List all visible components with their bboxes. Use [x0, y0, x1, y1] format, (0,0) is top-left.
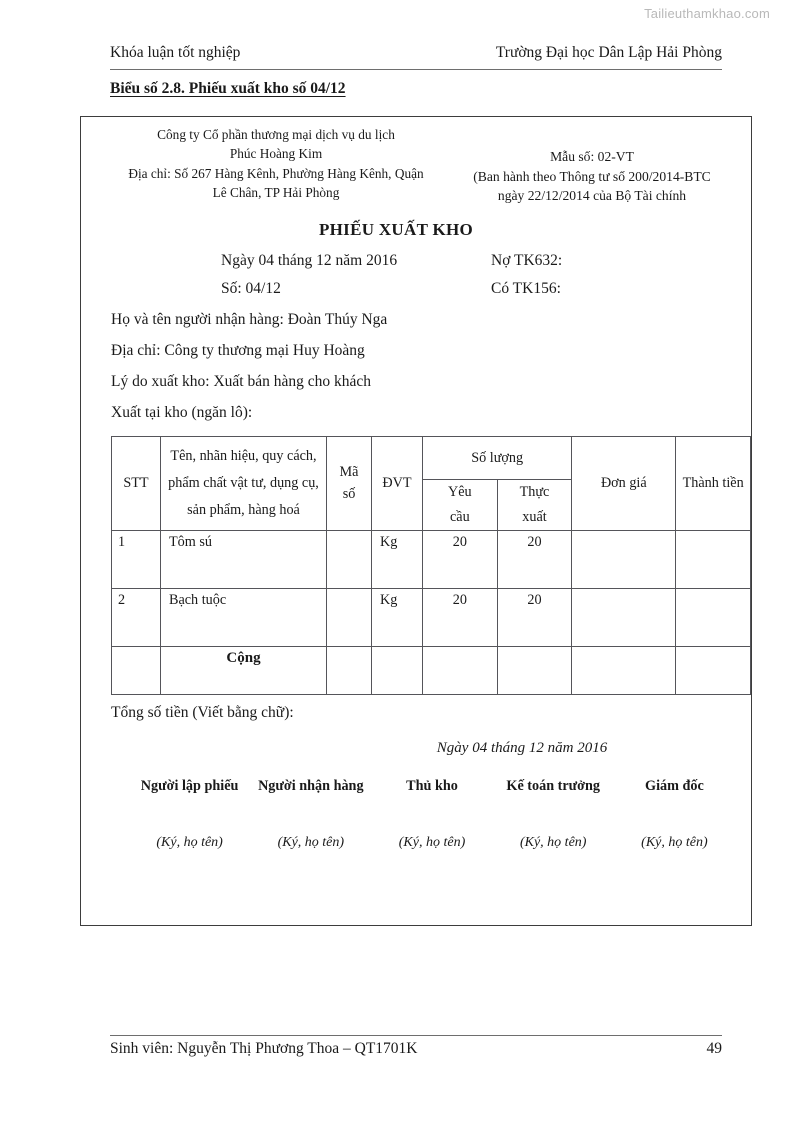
header-item-name: Tên, nhãn hiệu, quy cách, phẩm chất vật tư, dụng cụ, sản phẩm, hàng hoá	[161, 437, 327, 531]
footer-divider	[110, 1035, 722, 1036]
header-item-code-line1: Mã	[339, 463, 359, 480]
running-head	[110, 44, 722, 62]
signature-date: Ngày 04 tháng 12 năm 2016	[436, 739, 608, 756]
header-amount: Thành tiền	[676, 437, 751, 531]
signature-block-storekeeper	[371, 777, 492, 851]
signature-block-chief-accountant	[493, 777, 614, 851]
form-code-circular-line2: ngày 22/12/2014 của Bộ Tài chính	[497, 188, 687, 204]
date-row	[111, 252, 743, 270]
voucher-number: Số: 04/12	[221, 280, 281, 298]
header-qty-requested-line2: cầu	[449, 508, 470, 525]
cell-item-code	[327, 530, 372, 588]
cell-qty-requested: 20	[423, 588, 498, 646]
signature-role: Kế toán trưởng	[506, 777, 601, 794]
table-header-row	[112, 437, 751, 480]
header-quantity: Số lượng	[423, 437, 572, 480]
cell-item-code	[327, 588, 372, 646]
company-name-line2: Phúc Hoàng Kim	[229, 146, 323, 162]
warehouse-line: Xuất tại kho (ngăn lô):	[111, 404, 253, 422]
total-blank-stt	[112, 646, 161, 694]
watermark: Tailieuthamkhao.com	[644, 6, 770, 21]
goods-table	[111, 436, 751, 695]
reason-line: Lý do xuất kho: Xuất bán hàng cho khách	[111, 373, 371, 391]
cell-amount	[676, 588, 751, 646]
signature-role: Thủ kho	[406, 777, 458, 794]
cell-unit: Kg	[372, 530, 423, 588]
cell-item-name: Bạch tuộc	[161, 588, 327, 646]
header-qty-actual-line2: xuất	[522, 508, 547, 525]
cell-qty-actual: 20	[497, 530, 572, 588]
table-total-row	[112, 646, 751, 694]
page-footer	[110, 1040, 722, 1058]
header-qty-actual	[497, 480, 572, 531]
credit-account: Có TK156:	[491, 280, 561, 298]
signature-note: (Ký, họ tên)	[641, 834, 708, 850]
issue-date: Ngày 04 tháng 12 năm 2016	[221, 252, 398, 270]
signature-block-preparer	[129, 777, 250, 851]
debit-account: Nợ TK632:	[491, 252, 563, 270]
header-item-code	[327, 437, 372, 531]
running-head-right: Trường Đại học Dân Lập Hải Phòng	[495, 44, 722, 61]
header-stt: STT	[112, 437, 161, 531]
total-in-words-line: Tổng số tiền (Viết bằng chữ):	[111, 703, 294, 721]
cell-amount	[676, 530, 751, 588]
address-line: Địa chỉ: Công ty thương mại Huy Hoàng	[111, 342, 365, 360]
header-qty-requested-line1: Yêu	[448, 484, 472, 501]
cell-unit-price	[572, 588, 676, 646]
company-block	[111, 125, 441, 206]
footer-student: Sinh viên: Nguyễn Thị Phương Thoa – QT1701K	[110, 1040, 418, 1057]
table-row	[112, 530, 751, 588]
signature-role: Người lập phiếu	[140, 777, 239, 794]
cell-stt: 1	[112, 530, 161, 588]
running-head-divider	[110, 69, 722, 70]
figure-label: Biểu số 2.8. Phiếu xuất kho số 04/12	[110, 80, 346, 97]
receiver-line: Họ và tên người nhận hàng: Đoàn Thúy Nga	[111, 311, 388, 329]
form-code-block	[441, 125, 743, 206]
form-header	[111, 117, 743, 206]
cell-qty-requested: 20	[423, 530, 498, 588]
company-name-line1: Công ty Cổ phần thương mại dịch vụ du lịch	[157, 127, 395, 142]
cell-qty-actual: 20	[497, 588, 572, 646]
total-blank-code	[327, 646, 372, 694]
total-label: Cộng	[161, 646, 327, 694]
company-address-line2: Lê Chân, TP Hải Phòng	[212, 184, 340, 200]
header-item-code-line2: số	[342, 486, 356, 503]
signature-note: (Ký, họ tên)	[277, 834, 345, 850]
signature-role: Giám đốc	[645, 777, 704, 794]
signature-note: (Ký, họ tên)	[398, 834, 466, 850]
cell-unit-price	[572, 530, 676, 588]
running-head-left: Khóa luận tốt nghiệp	[110, 44, 241, 61]
cell-stt: 2	[112, 588, 161, 646]
number-row	[111, 280, 743, 298]
cell-unit: Kg	[372, 588, 423, 646]
company-address-line1: Địa chỉ: Số 267 Hàng Kênh, Phường Hàng Kênh, Quận	[128, 165, 424, 181]
header-unit: ĐVT	[372, 437, 423, 531]
header-qty-actual-line1: Thực	[519, 484, 550, 501]
signature-block-director	[614, 777, 735, 851]
signature-role: Người nhận hàng	[258, 777, 364, 794]
form-code-number: Mẫu số: 02-VT	[550, 149, 634, 164]
form-title: PHIẾU XUẤT KHO	[318, 220, 474, 240]
total-amount	[676, 646, 751, 694]
signature-note: (Ký, họ tên)	[156, 834, 223, 850]
total-qty-requested	[423, 646, 498, 694]
form-code-circular-line1: (Ban hành theo Thông tư số 200/2014-BTC	[473, 168, 711, 184]
footer-page-number: 49	[706, 1040, 722, 1057]
cell-item-name: Tôm sú	[161, 530, 327, 588]
total-qty-actual	[497, 646, 572, 694]
delivery-note-form	[80, 116, 752, 926]
table-row	[112, 588, 751, 646]
signature-note: (Ký, họ tên)	[519, 834, 587, 850]
signature-row	[111, 777, 743, 851]
header-unit-price: Đơn giá	[572, 437, 676, 531]
total-blank-unit	[372, 646, 423, 694]
total-unit-price	[572, 646, 676, 694]
header-qty-requested	[423, 480, 498, 531]
signature-block-receiver	[250, 777, 371, 851]
